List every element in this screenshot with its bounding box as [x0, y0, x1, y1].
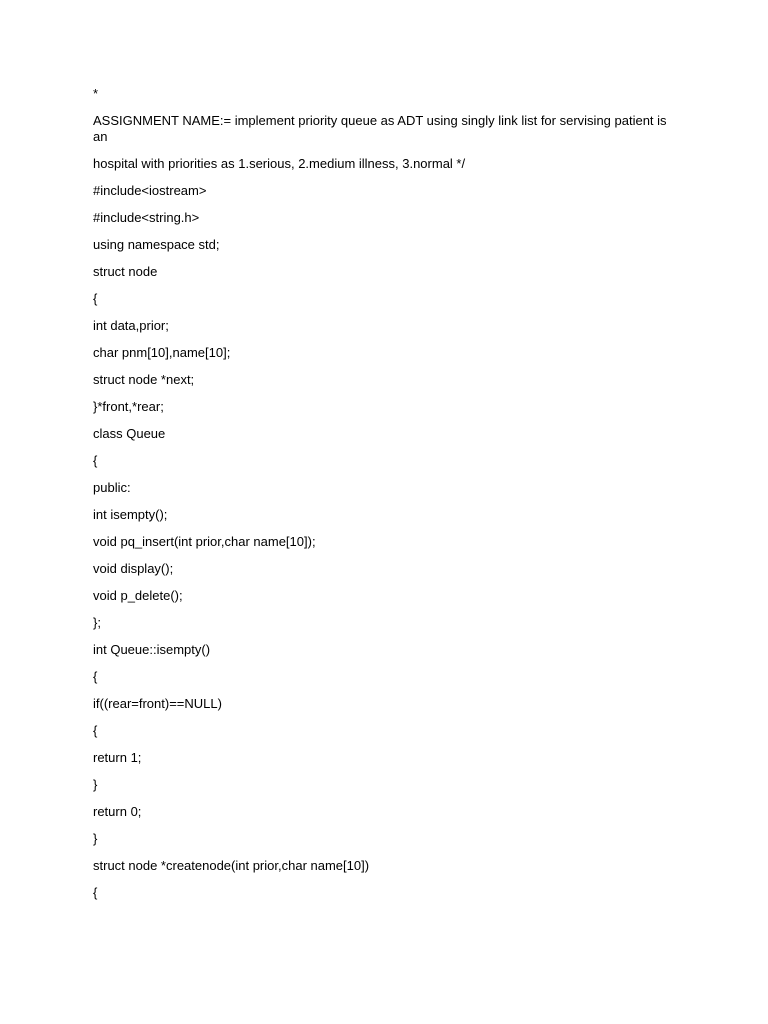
code-line: {	[93, 669, 98, 684]
code-line: }	[93, 831, 98, 846]
code-line: };	[93, 615, 101, 630]
assignment-title-line-2: an	[93, 129, 108, 144]
assignment-title-paragraph	[93, 113, 673, 145]
comment-open-line: *	[93, 86, 99, 101]
code-line: {	[93, 885, 98, 900]
code-line: if((rear=front)==NULL)	[93, 696, 222, 711]
code-line: }*front,*rear;	[93, 399, 164, 414]
assignment-title-line-1: ASSIGNMENT NAME:= implement priority queue as ADT using singly link list for servising patient is	[93, 113, 667, 128]
code-line: return 0;	[93, 804, 142, 819]
code-line: using namespace std;	[93, 237, 220, 252]
code-line: struct node	[93, 264, 158, 279]
code-line: char pnm[10],name[10];	[93, 345, 231, 360]
code-text-body	[93, 86, 673, 912]
code-line: int data,prior;	[93, 318, 169, 333]
code-line: int isempty();	[93, 507, 168, 522]
code-line: #include<string.h>	[93, 210, 200, 225]
code-line: class Queue	[93, 426, 166, 441]
code-line: struct node *createnode(int prior,char name[10])	[93, 858, 370, 873]
code-line: void display();	[93, 561, 174, 576]
code-line: {	[93, 723, 98, 738]
code-line: int Queue::isempty()	[93, 642, 211, 657]
code-line: void pq_insert(int prior,char name[10]);	[93, 534, 316, 549]
code-line: return 1;	[93, 750, 142, 765]
code-line: {	[93, 291, 98, 306]
code-line: struct node *next;	[93, 372, 195, 387]
code-line: {	[93, 453, 98, 468]
code-line: #include<iostream>	[93, 183, 207, 198]
code-line: public:	[93, 480, 131, 495]
code-line: void p_delete();	[93, 588, 183, 603]
assignment-description-line: hospital with priorities as 1.serious, 2.medium illness, 3.normal */	[93, 156, 466, 171]
code-line: }	[93, 777, 98, 792]
